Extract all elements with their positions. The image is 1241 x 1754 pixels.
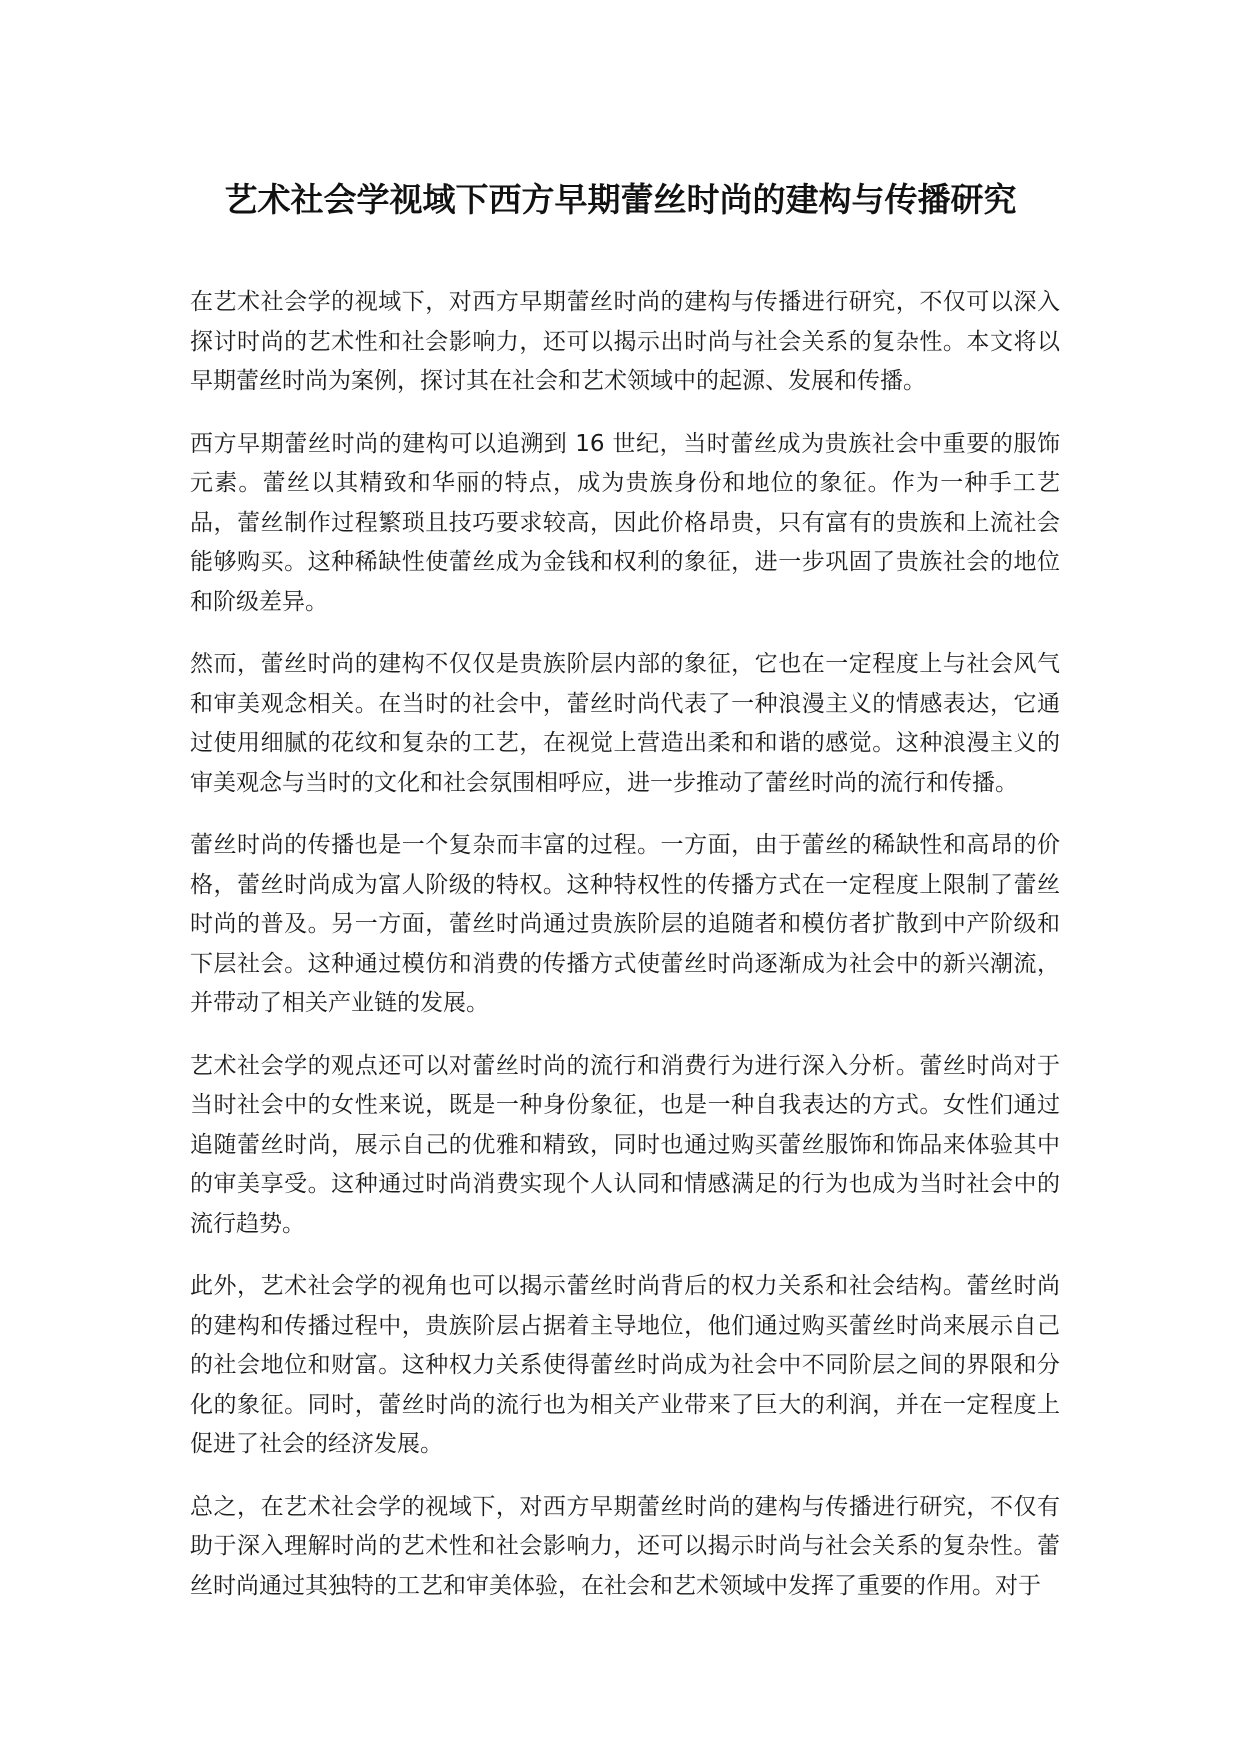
document-body [190,283,1060,1629]
paragraph-7: 总之，在艺术社会学的视域下，对西方早期蕾丝时尚的建构与传播进行研究，不仅有助于深入理解时尚的艺术性和社会影响力，还可以揭示时尚与社会关系的复杂性。蕾丝时尚通过其独特的工艺和审美体验，在社会和艺术领域中发挥了重要的作用。对于 [190,1493,1060,1599]
paragraph-2: 西方早期蕾丝时尚的建构可以追溯到 16 世纪，当时蕾丝成为贵族社会中重要的服饰元素。蕾丝以其精致和华丽的特点，成为贵族身份和地位的象征。作为一种手工艺品，蕾丝制作过程繁琐且技巧要求较高，因此价格昂贵，只有富有的贵族和上流社会能够购买。这种稀缺性使蕾丝成为金钱和权利的象征，进一步巩固了贵族社会的地位和阶级差异。 [190,430,1060,615]
document-title: 艺术社会学视域下西方早期蕾丝时尚的建构与传播研究 [224,180,1017,219]
paragraph-3: 然而，蕾丝时尚的建构不仅仅是贵族阶层内部的象征，它也在一定程度上与社会风气和审美观念相关。在当时的社会中，蕾丝时尚代表了一种浪漫主义的情感表达，它通过使用细腻的花纹和复杂的工艺，在视觉上营造出柔和和谐的感觉。这种浪漫主义的审美观念与当时的文化和社会氛围相呼应，进一步推动了蕾丝时尚的流行和传播。 [190,651,1060,796]
paragraph-5: 艺术社会学的观点还可以对蕾丝时尚的流行和消费行为进行深入分析。蕾丝时尚对于当时社会中的女性来说，既是一种身份象征，也是一种自我表达的方式。女性们通过追随蕾丝时尚，展示自己的优雅和精致，同时也通过购买蕾丝服饰和饰品来体验其中的审美享受。这种通过时尚消费实现个人认同和情感满足的行为也成为当时社会中的流行趋势。 [190,1052,1060,1237]
paragraph-6: 此外，艺术社会学的视角也可以揭示蕾丝时尚背后的权力关系和社会结构。蕾丝时尚的建构和传播过程中，贵族阶层占据着主导地位，他们通过购买蕾丝时尚来展示自己的社会地位和财富。这种权力关系使得蕾丝时尚成为社会中不同阶层之间的界限和分化的象征。同时，蕾丝时尚的流行也为相关产业带来了巨大的利润，并在一定程度上促进了社会的经济发展。 [190,1273,1060,1457]
paragraph-4: 蕾丝时尚的传播也是一个复杂而丰富的过程。一方面，由于蕾丝的稀缺性和高昂的价格，蕾丝时尚成为富人阶级的特权。这种特权性的传播方式在一定程度上限制了蕾丝时尚的普及。另一方面，蕾丝时尚通过贵族阶层的追随者和模仿者扩散到中产阶级和下层社会。这种通过模仿和消费的传播方式使蕾丝时尚逐渐成为社会中的新兴潮流，并带动了相关产业链的发展。 [190,832,1060,1016]
paragraph-1: 在艺术社会学的视域下，对西方早期蕾丝时尚的建构与传播进行研究，不仅可以深入探讨时尚的艺术性和社会影响力，还可以揭示出时尚与社会关系的复杂性。本文将以早期蕾丝时尚为案例，探讨其在社会和艺术领域中的起源、发展和传播。 [190,289,1060,394]
